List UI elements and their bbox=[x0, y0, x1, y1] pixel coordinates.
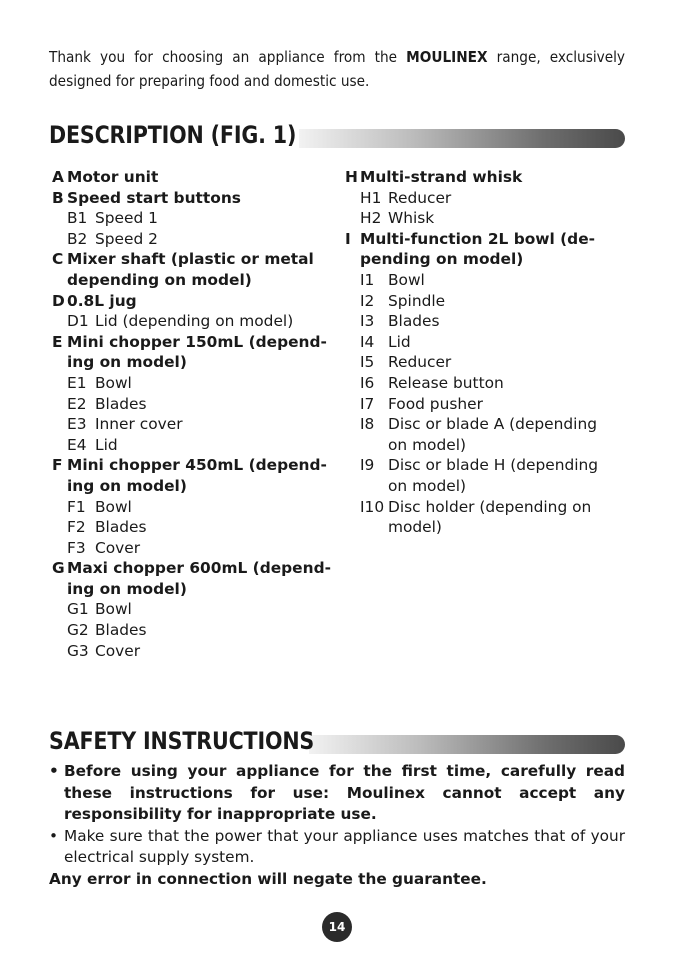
description-column-1 bbox=[52, 167, 332, 661]
sub-part-name: Bowl bbox=[95, 600, 132, 619]
sub-part-code: G2 bbox=[67, 621, 89, 640]
description-column-2 bbox=[345, 167, 635, 538]
sub-part-item bbox=[345, 414, 635, 435]
part-letter: F bbox=[52, 456, 63, 475]
sub-part-code: I9 bbox=[360, 456, 375, 475]
part-letter: C bbox=[52, 250, 64, 269]
sub-part-name: Blades bbox=[95, 621, 147, 640]
sub-part-name: Reducer bbox=[388, 353, 452, 372]
sub-part-item bbox=[345, 208, 635, 229]
sub-part-code: F2 bbox=[67, 518, 86, 537]
safety-bullet-text: Make sure that the power that your appliance uses matches that of your electrical supply system. bbox=[64, 826, 625, 867]
part-heading bbox=[345, 229, 635, 250]
sub-part-code: F3 bbox=[67, 538, 86, 557]
sub-part-name: Disc or blade H (depending bbox=[388, 456, 599, 475]
sub-part-item bbox=[52, 641, 332, 662]
sub-part-item bbox=[345, 188, 635, 209]
sub-part-name: Bowl bbox=[388, 270, 425, 289]
sub-part-item bbox=[52, 435, 332, 456]
sub-part-name: Blades bbox=[95, 394, 147, 413]
sub-part-item bbox=[52, 373, 332, 394]
part-heading bbox=[345, 167, 635, 188]
page-number: 14 bbox=[322, 912, 352, 942]
sub-part-item bbox=[345, 455, 635, 476]
sub-part-code: G3 bbox=[67, 641, 89, 660]
part-heading bbox=[52, 249, 332, 270]
part-name: Maxi chopper 600mL (depend- bbox=[67, 559, 331, 578]
sub-part-code: I8 bbox=[360, 415, 375, 434]
sub-part-code: H2 bbox=[360, 209, 382, 228]
sub-part-name: Bowl bbox=[95, 373, 132, 392]
part-heading bbox=[345, 249, 635, 270]
sub-part-item bbox=[345, 373, 635, 394]
part-name: ing on model) bbox=[67, 476, 187, 495]
part-name: ing on model) bbox=[67, 353, 187, 372]
bullet-dot: • bbox=[49, 826, 59, 845]
intro-text-after: range, exclusively designed for preparing food and domestic use. bbox=[49, 48, 626, 90]
sub-part-name: Bowl bbox=[95, 497, 132, 516]
sub-part-name: Disc or blade A (depending bbox=[388, 415, 597, 434]
sub-part-name: Whisk bbox=[388, 209, 435, 228]
safety-bullet bbox=[49, 826, 625, 869]
part-heading bbox=[52, 558, 332, 579]
part-name: Speed start buttons bbox=[67, 188, 241, 207]
sub-part-item bbox=[52, 620, 332, 641]
sub-part-name: Cover bbox=[95, 538, 141, 557]
sub-part-code: I10 bbox=[360, 497, 385, 516]
sub-part-name: Release button bbox=[388, 373, 504, 392]
sub-part-name: Lid bbox=[95, 435, 118, 454]
heading-gradient-bar bbox=[299, 129, 625, 148]
intro-text-before: Thank you for choosing an appliance from the bbox=[49, 48, 407, 66]
part-letter: G bbox=[52, 559, 65, 578]
part-letter: I bbox=[345, 229, 351, 248]
sub-part-item bbox=[52, 394, 332, 415]
part-heading bbox=[52, 476, 332, 497]
part-letter: D bbox=[52, 291, 65, 310]
part-name: Mini chopper 150mL (depend- bbox=[67, 332, 327, 351]
sub-part-name: Food pusher bbox=[388, 394, 483, 413]
safety-instructions bbox=[49, 761, 625, 891]
sub-part-name: Cover bbox=[95, 641, 141, 660]
guarantee-note: Any error in connection will negate the guarantee. bbox=[49, 869, 487, 888]
sub-part-item bbox=[52, 517, 332, 538]
description-title: DESCRIPTION (FIG. 1) bbox=[49, 121, 297, 149]
part-name: depending on model) bbox=[67, 270, 252, 289]
sub-part-item bbox=[345, 352, 635, 373]
sub-part-name: Lid (depending on model) bbox=[95, 312, 294, 331]
sub-part-name-continued: on model) bbox=[388, 435, 466, 454]
sub-part-code: I3 bbox=[360, 312, 375, 331]
part-letter: E bbox=[52, 332, 63, 351]
part-name: Mini chopper 450mL (depend- bbox=[67, 456, 327, 475]
sub-part-code: E1 bbox=[67, 373, 87, 392]
sub-part-item bbox=[345, 497, 635, 518]
sub-part-name: Blades bbox=[95, 518, 147, 537]
part-letter: B bbox=[52, 188, 64, 207]
sub-part-name: Spindle bbox=[388, 291, 446, 310]
intro-paragraph bbox=[49, 45, 625, 93]
part-heading bbox=[52, 167, 332, 188]
part-heading bbox=[52, 455, 332, 476]
sub-part-item bbox=[52, 538, 332, 559]
part-name: Multi-strand whisk bbox=[360, 168, 523, 186]
sub-part-code: I6 bbox=[360, 373, 375, 392]
heading-gradient-bar bbox=[309, 735, 625, 754]
sub-part-name-continued: on model) bbox=[388, 476, 466, 495]
sub-part-code: F1 bbox=[67, 497, 86, 516]
part-letter: H bbox=[345, 168, 358, 186]
sub-part-item bbox=[52, 229, 332, 250]
part-name: pending on model) bbox=[360, 250, 524, 269]
sub-part-code: I4 bbox=[360, 332, 375, 351]
part-heading bbox=[52, 579, 332, 600]
sub-part-code: I7 bbox=[360, 394, 375, 413]
sub-part-code: E3 bbox=[67, 415, 87, 434]
part-name: 0.8L jug bbox=[67, 291, 137, 310]
description-heading bbox=[49, 121, 625, 150]
sub-part-code: I2 bbox=[360, 291, 375, 310]
sub-part-item bbox=[52, 599, 332, 620]
sub-part-code: I1 bbox=[360, 270, 375, 289]
safety-bullet-text: Before using your appliance for the first time, carefully read these instructions for use: Moulinex cannot accept any responsibility for inappropriate use. bbox=[64, 762, 625, 824]
sub-part-item bbox=[52, 208, 332, 229]
sub-part-name: Lid bbox=[388, 332, 411, 351]
sub-part-item bbox=[52, 497, 332, 518]
sub-part-code: B1 bbox=[67, 209, 88, 228]
part-name: Motor unit bbox=[67, 168, 159, 186]
sub-part-item bbox=[52, 311, 332, 332]
safety-bullet bbox=[49, 761, 625, 826]
sub-part-code: D1 bbox=[67, 312, 89, 331]
part-heading bbox=[52, 270, 332, 291]
sub-part-name: Inner cover bbox=[95, 415, 183, 434]
sub-part-code: B2 bbox=[67, 229, 88, 248]
safety-heading bbox=[49, 727, 625, 756]
sub-part-name-continued: model) bbox=[388, 518, 442, 537]
part-name: Multi-function 2L bowl (de- bbox=[360, 229, 596, 248]
sub-part-name: Blades bbox=[388, 312, 440, 331]
part-name: ing on model) bbox=[67, 579, 187, 598]
sub-part-name: Speed 2 bbox=[95, 229, 158, 248]
sub-part-item bbox=[52, 414, 332, 435]
sub-part-code: G1 bbox=[67, 600, 89, 619]
sub-part-item bbox=[345, 270, 635, 291]
sub-part-code: H1 bbox=[360, 188, 382, 207]
sub-part-name: Reducer bbox=[388, 188, 452, 207]
sub-part-item bbox=[345, 394, 635, 415]
sub-part-code: E4 bbox=[67, 435, 87, 454]
part-heading bbox=[52, 332, 332, 353]
part-letter: A bbox=[52, 168, 64, 186]
part-heading bbox=[52, 291, 332, 312]
sub-part-code: E2 bbox=[67, 394, 87, 413]
sub-part-item bbox=[345, 291, 635, 312]
sub-part-item bbox=[345, 332, 635, 353]
sub-part-code: I5 bbox=[360, 353, 375, 372]
part-name: Mixer shaft (plastic or metal bbox=[67, 250, 314, 269]
part-heading bbox=[52, 188, 332, 209]
sub-part-name: Disc holder (depending on bbox=[388, 497, 592, 516]
brand-name: MOULINEX bbox=[406, 48, 488, 66]
safety-title: SAFETY INSTRUCTIONS bbox=[49, 727, 315, 755]
sub-part-item bbox=[345, 311, 635, 332]
bullet-dot: • bbox=[49, 762, 59, 780]
sub-part-name: Speed 1 bbox=[95, 209, 158, 228]
part-heading bbox=[52, 352, 332, 373]
